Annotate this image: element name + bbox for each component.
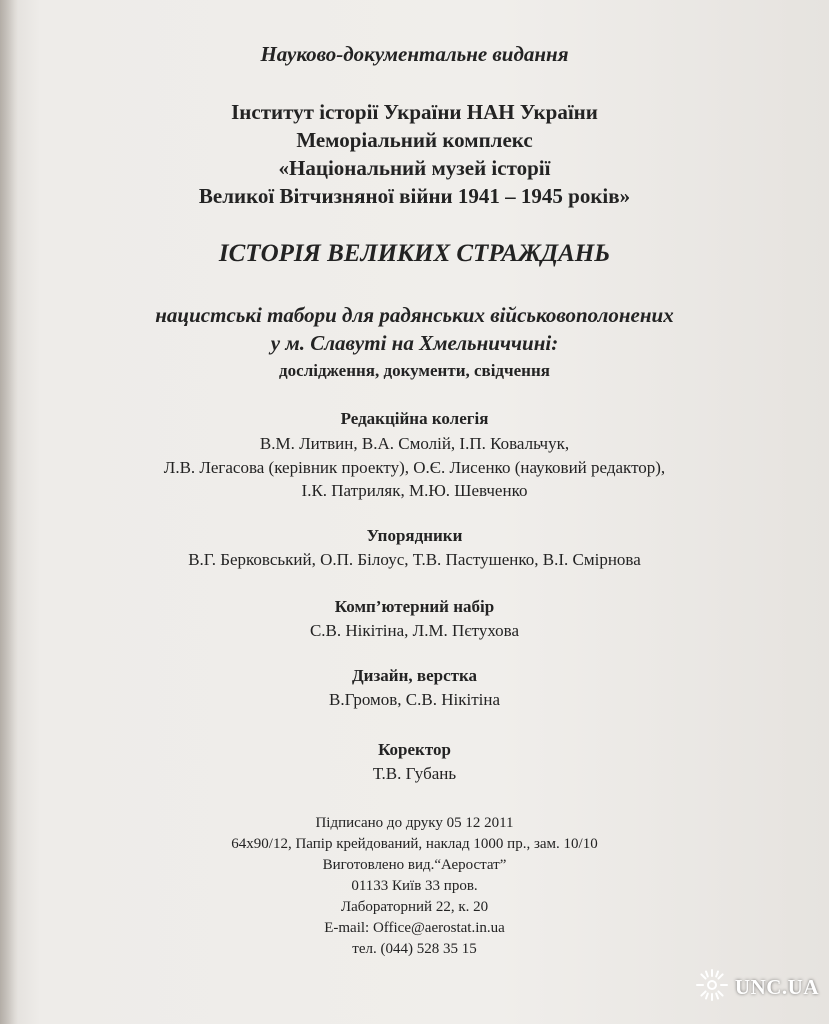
design-heading: Дизайн, верстка [351,666,478,685]
publication-type: Науково-документальне видання [260,42,569,66]
book-title: ІСТОРІЯ ВЕЛИКИХ СТРАЖДАНЬ [218,240,611,267]
typesetting-heading: Комп’ютерний набір [334,597,495,616]
watermark [695,968,819,1006]
imprint-phone: тел. (044) 528 35 15 [352,941,477,957]
sun-burst-icon [695,968,729,1006]
editorial-board-line-2: Л.В. Легасова (керівник проекту), О.Є. Лисенко (науковий редактор), [163,458,666,477]
imprint-format: 64х90/12, Папір крейдований, наклад 1000 пр., зам. 10/10 [231,836,598,852]
imprint-publisher: Виготовлено вид.“Аеростат” [322,857,507,873]
imprint-email: E-mail: Office@aerostat.in.ua [324,920,505,936]
proofreader-heading: Коректор [378,740,451,759]
imprint-address-2: Лабораторний 22, к. 20 [340,899,489,915]
typesetting-line: С.В. Нікітіна, Л.М. Пєтухова [309,621,520,640]
watermark-text: UNC.UA [734,974,819,999]
compilers-heading: Упорядники [366,526,463,545]
subtitle-line-2: у м. Славуті на Хмельниччині: [270,331,559,355]
design-line: В.Громов, С.В. Нікітіна [328,690,500,709]
editorial-board-line-1: В.М. Литвин, В.А. Смолій, І.П. Ковальчук, [259,434,570,453]
imprint-signed: Підписано до друку 05 12 2011 [315,815,514,831]
institution-line-2: Меморіальний комплекс [296,128,533,152]
editorial-board-line-3: І.К. Патриляк, М.Ю. Шевченко [301,481,528,500]
institution-line-1: Інститут історії України НАН України [231,100,598,124]
subtitle-line-1: нацистські табори для радянських військовополонених [155,303,674,327]
imprint-address-1: 01133 Київ 33 пров. [351,878,478,894]
subtitle-note: дослідження, документи, свідчення [279,361,550,380]
institution-line-3: «Національний музей історії [278,156,551,180]
proofreader-line: Т.В. Губань [372,764,457,783]
institution-line-4: Великої Вітчизняної війни 1941 – 1945 років» [198,184,631,208]
compilers-line: В.Г. Берковський, О.П. Білоус, Т.В. Пастушенко, В.І. Смірнова [188,550,641,569]
editorial-board-heading: Редакційна колегія [340,409,489,428]
